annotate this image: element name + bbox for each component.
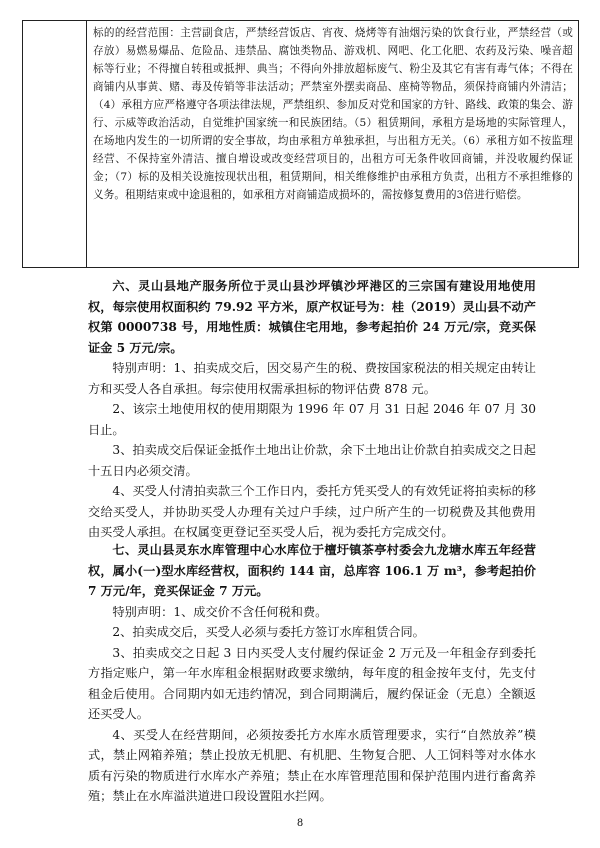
section-6-paragraph-3: 3、拍卖成交后保证金抵作土地出让价款，余下土地出让价款自拍卖成交之日起十五日内必须交清。 [88, 443, 536, 478]
section-7-paragraph-4: 4、买受人在经营期间，必须按委托方水库水质管理要求，实行“自然放养”模式，禁止网箱养殖；禁止投放无机肥、有机肥、生物复合肥、人工饲料等对水体水质有污染的物质进行水库水产养殖；禁止在水库管理范围和保护范围内进行畜禽养殖；禁止在水库溢洪道进口段设置阻水拦网。 [88, 727, 536, 803]
section-7-paragraph-1: 特别声明：1、成交价不含任何税和费。 [112, 604, 328, 619]
table-cell-lease-terms: 标的的经营范围：主营副食店，严禁经营饭店、宵夜、烧烤等有油烟污染的饮食行业，严禁经营（或存放）易燃易爆品、危险品、违禁品、腐蚀类物品、游戏机、网吧、化工化肥、农药及污染、噪音超标等行业；不得擅自转租或抵押、典当；不得向外排放超标废气、粉尘及其它有害有毒气体；不得在商铺内从事黄、赌、毒及传销等非法活动；严禁室外摆卖商品、座椅等物品，须保持商铺内外清洁；（4）承租方应严格遵守各项法律法规，严禁组织、参加反对党和国家的方针、路线、政策的集会、游行、示威等政治活动，自觉维护国家统一和民族团结。（5）租赁期间，承租方是场地的实际管理人，在场地内发生的一切所谓的安全事故，均由承租方单独承担，与出租方无关。（6）承租方如不按监理经营、不保持室外清洁、擅自增设或改变经营项目的，出租方可无条件收回商铺，并没收履约保证金；（7）标的及相关设施按现状出租，租赁期间，相关维修维护由承租方负责，出租方不承担维修的义务。租期结束或中途退租的，如承租方对商铺造成损坏的，需按修复费用的3倍进行赔偿。 [93, 27, 573, 201]
section-6 [88, 276, 536, 543]
section-6-paragraph-4: 4、买受人付清拍卖款三个工作日内，委托方凭买受人的有效凭证将拍卖标的移交给买受人，并协助买受人办理有关过户手续，过户所产生的一切税费及其他费用由买受人承担。在权属变更登记至买受人后，视为委托方完成交付。 [88, 484, 536, 539]
table-column-divider [86, 21, 87, 267]
section-7-heading: 七、灵山县灵东水库管理中心水库位于檀圩镇茶亭村委会九龙塘水库五年经营权，属小(一)型水库经营权，面积约 144 亩，总库容 106.1 万 m³，参考起拍价 7 万元/年，竞买保证金 7 万元。 [88, 543, 536, 598]
section-6-heading: 六、灵山县地产服务所位于灵山县沙坪镇沙坪港区的三宗国有建设用地使用权，每宗使用权面积约 79.92 平方米，原产权证号为：桂（2019）灵山县不动产权第 0000738 号，用地性质：城镇住宅用地，参考起拍价 24 万元/宗，竞买保证金 5 万元/宗。 [88, 279, 536, 355]
section-6-paragraph-1: 特别声明：1、拍卖成交后，因交易产生的税、费按国家税法的相关规定由转让方和买受人各自承担。每宗使用权需承担标的物评估费 878 元。 [88, 361, 536, 396]
section-7-paragraph-3: 3、拍卖成交之日起 3 日内买受人支付履约保证金 2 万元及一年租金存到委托方指定账户，第一年水库租金根据财政要求缴纳，每年度的租金按年支付，先支付租金后使用。合同期内如无违约情况，到合同期满后，履约保证金（无息）全额返还买受人。 [88, 645, 536, 721]
page-number: 8 [296, 818, 304, 829]
section-7-paragraph-2: 2、拍卖成交后，买受人必须与委托方签订水库租赁合同。 [112, 625, 425, 639]
lease-terms-table [22, 20, 579, 268]
section-6-paragraph-2: 2、该宗土地使用权的使用期限为 1996 年 07 月 31 日起 2046 年 07 月 30 日止。 [88, 402, 536, 437]
section-7 [88, 540, 536, 807]
